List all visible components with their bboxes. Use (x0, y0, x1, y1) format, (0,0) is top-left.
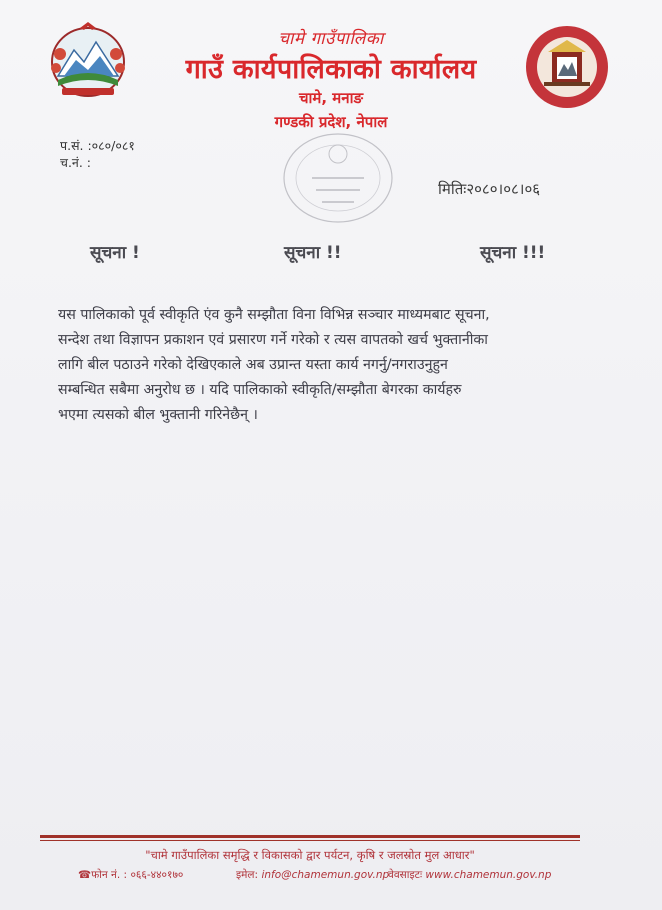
notice-heading-3: सूचना !!! (480, 243, 546, 263)
municipality-name: चामे गाउँपालिका (278, 29, 384, 49)
phone-label: ☎फोन नं. : (78, 869, 128, 881)
office-title: गाउँ कार्यपालिकाको कार्यालय (185, 54, 477, 85)
office-location: चामे, मनाङ (298, 89, 364, 107)
letter-date: मितिः२०८०।०८।०६ (438, 180, 541, 198)
municipality-logo-icon (524, 24, 610, 110)
website-label: वेवसाइटः (388, 869, 423, 881)
footer-website (388, 868, 551, 882)
notice-heading-1: सूचना ! (90, 243, 140, 263)
body-line: भएमा त्यसको बील भुक्तानी गरिनेछैन् । (58, 407, 258, 423)
notice-body (58, 303, 588, 428)
province-name: गण्डकी प्रदेश, नेपाल (274, 113, 388, 131)
body-line: यस पालिकाको पूर्व स्वीकृति एंव कुनै सम्झौता विना विभिन्न सञ्चार माध्यमबाट सूचना, (58, 307, 490, 323)
email-link[interactable]: info@chamemun.gov.np (261, 869, 390, 881)
dispatch-number: च.नं. : (60, 155, 92, 170)
reference-number: प.सं. :०८०/०८१ (60, 138, 135, 153)
office-stamp-icon (282, 132, 394, 224)
body-line: सम्बन्धित सबैमा अनुरोध छ । यदि पालिकाको स्वीकृति/सम्झौता बेगरका कार्यहरु (58, 382, 462, 398)
footer-phone (78, 868, 183, 882)
footer-divider (40, 835, 580, 838)
body-line: सन्देश तथा विज्ञापन प्रकाशन एवं प्रसारण गर्ने गरेको र त्यस वापतको खर्च भुक्तानीका (58, 332, 488, 348)
footer-divider-thin (40, 840, 580, 841)
notice-heading-2: सूचना !! (284, 243, 342, 263)
footer-email (236, 868, 389, 882)
website-link[interactable]: www.chamemun.gov.np (425, 869, 552, 881)
email-label: इमेल: (236, 869, 259, 881)
phone-number: ०६६-४४०१७० (130, 869, 184, 881)
footer-motto: "चामे गाउँपालिका समृद्धि र विकासको द्वार पर्यटन, कृषि र जलस्रोत मुल आधार" (145, 848, 475, 862)
body-line: लागि बील पठाउने गरेको देखिएकाले अब उप्रान्त यस्ता कार्य नगर्नु/नगराउनुहुन (58, 357, 448, 373)
